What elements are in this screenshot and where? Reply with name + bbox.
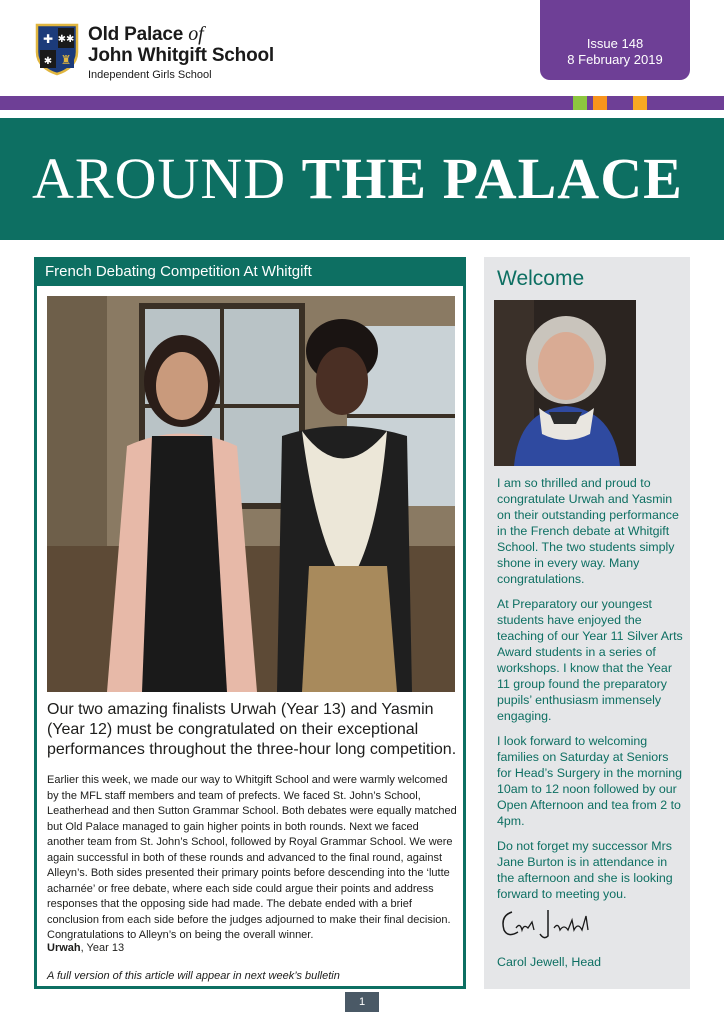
welcome-paragraph: Do not forget my successor Mrs Jane Burton is in attendance in the afternoon and she is looking forward to meeting you. bbox=[497, 839, 673, 901]
byline-year: , Year 13 bbox=[80, 942, 125, 954]
students-photo bbox=[47, 296, 455, 692]
issue-date: 8 February 2019 bbox=[567, 52, 663, 67]
green-square bbox=[573, 96, 587, 110]
page-number: 1 bbox=[345, 992, 379, 1012]
school-crest-icon bbox=[34, 22, 80, 76]
school-subtitle: Independent Girls School bbox=[88, 69, 212, 81]
article-lead: Our two amazing finalists Urwah (Year 13) and Yasmin (Year 12) must be congratulated on their exceptional performances throughout the three-hour long competition. bbox=[47, 701, 457, 758]
masthead-banner bbox=[0, 118, 724, 240]
welcome-body bbox=[497, 475, 685, 911]
welcome-paragraph: At Preparatory our youngest students have enjoyed the teaching of our Year 11 Silver Arts Award students in a series of workshops. I know that the Year 11 group found the preparatory pupils’ enthusiasm immensely engaging. bbox=[497, 597, 683, 723]
school-name-line2: John Whitgift School bbox=[88, 45, 274, 66]
head-portrait bbox=[494, 300, 636, 466]
orange-square bbox=[593, 96, 607, 110]
school-name bbox=[88, 22, 274, 81]
byline-name: Urwah bbox=[47, 942, 81, 954]
svg-text:✱✱: ✱✱ bbox=[57, 34, 75, 45]
school-logo bbox=[34, 22, 274, 81]
signatory-name: Carol Jewell, Head bbox=[497, 955, 601, 969]
signature-image bbox=[498, 902, 598, 942]
amber-square bbox=[633, 96, 647, 110]
purple-square bbox=[613, 96, 627, 110]
welcome-paragraph: I am so thrilled and proud to congratulate Urwah and Yasmin on their outstanding performance in the French debate at Whitgift School. The two students simply shone in every way. Many congratulations. bbox=[497, 476, 679, 586]
issue-tab bbox=[540, 0, 690, 80]
article-heading: French Debating Competition At Whitgift bbox=[37, 260, 463, 286]
article-body: Earlier this week, we made our way to Whitgift School and were warmly welcomed by the MFL staff members and team of prefects. We faced St. John’s School, Leatherhead and then Sutton Grammar School. Both debates were equally matched but Old Palace managed to gain higher points in both rounds. Next we faced another team from St. John’s School, followed by Royal Grammar School. We were again successful in both of these rounds and advanced to the final round, against Alleyn’s. Both sides presented their primary points before descending into the ‘lutte acharnée’ or free debate, where each side could argue their points and address responses that the opposing side had made. The debate ended with a brief conclusion from each side before the judges adjourned to make their final decision. Congratulations to Alleyn’s on being the overall winner. bbox=[47, 774, 457, 941]
masthead-title-bold: THE PALACE bbox=[301, 146, 683, 211]
school-name-line1: Old Palace of bbox=[88, 23, 204, 45]
color-squares bbox=[573, 96, 647, 110]
article-footnote: A full version of this article will appear in next week’s bulletin bbox=[47, 970, 340, 982]
issue-number: Issue 148 bbox=[586, 36, 644, 51]
svg-text:✚: ✚ bbox=[42, 32, 54, 46]
masthead-title bbox=[32, 146, 683, 211]
article-byline bbox=[47, 942, 124, 954]
welcome-sidebar bbox=[484, 257, 690, 989]
svg-text:✱: ✱ bbox=[43, 56, 53, 67]
welcome-title: Welcome bbox=[497, 267, 585, 290]
masthead-title-light: AROUND bbox=[32, 146, 287, 211]
svg-text:♜: ♜ bbox=[60, 53, 72, 67]
welcome-paragraph: I look forward to welcoming families on Saturday at Seniors for Head’s Surgery in the morning 10am to 12 noon followed by our Open Afternoon and tea from 2 to 4pm. bbox=[497, 734, 683, 828]
article-box bbox=[34, 257, 466, 989]
